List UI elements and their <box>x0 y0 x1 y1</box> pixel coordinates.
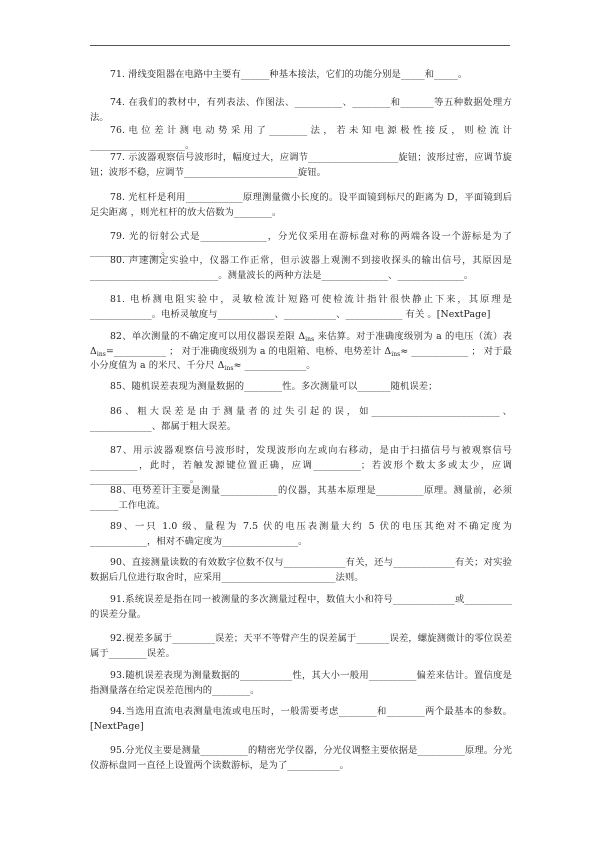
text: =___________ ； 对于准确度级别为 a 的电阻箱、电桥、电势差计 Δ <box>106 345 392 357</box>
question-88: 88、电势差计主要是测量____________的仪器，其基本原理是__________原理。测量前，必须______工作电流。 <box>90 485 512 511</box>
question-95: 95.分光仪主要是测量__________的精密光学仪器，分光仪调整主要依据是__________原理。分光仪游标盘同一直径上设置两个读数游标，是为了___________。 <box>90 745 512 771</box>
subscript: ins <box>224 365 234 372</box>
header-rule <box>90 45 510 46</box>
question-90: 90、直接测量读数的有效数字位数不仅与_____________有关，还与_____________有关；对实验数据后几位进行取舍时，应采用________________________法则。 <box>90 557 512 583</box>
question-77: 77. 示波器观察信号波形时，幅度过大，应调节___________________旋钮；波形过密，应调节旋钮；波形不稳，应调节________________________旋钮。 <box>90 152 512 178</box>
question-74: 74. 在我们的教材中，有列表法、作图法、__________、________和_______等五种数据处理方法。 <box>90 97 512 123</box>
question-82 <box>90 330 512 374</box>
question-71: 71. 滑线变阻器在电路中主要有______种基本接法，它们的功能分别是_____和_____。 <box>110 69 468 80</box>
subscript: ins <box>96 350 106 358</box>
text: ≈ _____________。 <box>233 360 316 371</box>
question-87: 87、用示波器观察信号波形时，发现波形向左或向右移动，是由于扫描信号与被观察信号__________，此时，若触发源键位置正确，应调__________；若波形个数太多或太少，应调_____________________。 <box>90 445 512 485</box>
question-94: 94.当选用直流电表测量电流或电压时，一般需要考虑________和________两个最基本的参数。[NextPage] <box>90 706 512 732</box>
question-89: 89、一只 1.0 级、量程为 7.5 伏的电压表测量大约 5 伏的电压其绝对不确定度为____________，相对不确定度为________________。 <box>90 521 512 547</box>
question-79: 79. 光的衍射公式是______________，分光仪采用在游标盘对称的两端各设一个游标是为了_______________。 <box>90 231 512 257</box>
text: 来估算。对于准确度级别为 a 的电压（流）表 Δ <box>90 331 512 357</box>
question-85: 85、随机误差表现为测量数据的________性。多次测量可以_______随机误差； <box>110 381 438 392</box>
text: 82、单次测量的不确定度可以用仪器误差限 Δ <box>110 331 306 342</box>
question-80: 80. 声速测定实验中，仪器工作正常，但示波器上观测不到接收探头的输出信号，其原因是___________________________。测量波长的两种方法是______________、______________。 <box>90 255 512 281</box>
question-81: 81. 电桥测电阻实验中，灵敏检流计短路可使检流计指针很快静止下来，其原理是_____________。电桥灵敏度与____________、___________、____________ 有关 。[NextPage] <box>90 294 512 320</box>
question-86: 86、粗大误差是由于测量者的过失引起的误，如___________________________、_____________、都属于粗大误差。 <box>90 406 512 432</box>
question-93: 93.随机误差表现为测量数据的___________性，其大小一般用__________偏差来估计。置信度是指测量落在给定误差范围内的________。 <box>90 670 512 696</box>
subscript: ins <box>391 350 401 358</box>
question-76: 76.电位差计测电动势采用了________法，若未知电源极性接反，则检流计____________________。 <box>90 125 512 151</box>
question-78: 78. 光杠杆是利用____________原理测量微小长度的。设平面镜到标尺的距离为 D，平面镜到后足尖距离 ，则光杠杆的放大倍数为________。 <box>90 192 512 218</box>
question-92: 92.视差多属于_________误差；天平不等臂产生的误差属于_______误差，螺旋测微计的零位误差属于________误差。 <box>90 633 512 659</box>
question-91: 91.系统误差是指在同一被测量的多次测量过程中，数值大小和符号_____________或__________的误差分量。 <box>90 594 512 620</box>
text: ≈ ____________ ； 对于最小分度值为 a 的米尺、千分尺 Δ <box>90 345 512 371</box>
subscript: ins <box>305 336 315 343</box>
